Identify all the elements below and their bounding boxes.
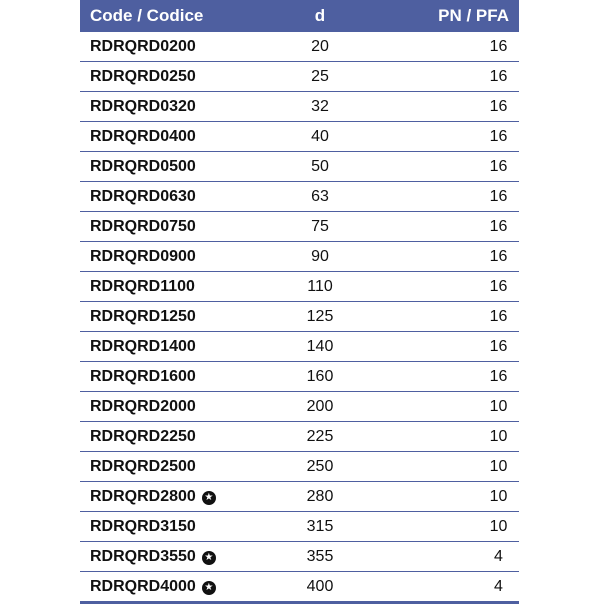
cell-code-text: RDRQRD0250 [90, 67, 196, 85]
table-row [80, 512, 519, 542]
cell-code [80, 578, 280, 596]
cell-d: 160 [306, 367, 334, 385]
table-row [80, 242, 519, 272]
cell-code [80, 308, 280, 326]
cell-code [80, 398, 280, 416]
cell-code-text: RDRQRD4000 [90, 577, 196, 595]
cell-pn: 10 [489, 427, 508, 445]
star-badge-icon: ★ [202, 551, 216, 565]
cell-d: 250 [306, 457, 334, 475]
table-row [80, 302, 519, 332]
cell-d: 32 [311, 97, 329, 115]
cell-d: 125 [306, 307, 334, 325]
header-code: Code / Codice [90, 6, 204, 25]
cell-code-text: RDRQRD2000 [90, 397, 196, 415]
table-row [80, 392, 519, 422]
cell-d: 110 [307, 277, 333, 295]
cell-d: 355 [306, 547, 334, 565]
table-row [80, 422, 519, 452]
cell-code-text: RDRQRD0750 [90, 217, 196, 235]
cell-d: 140 [306, 337, 334, 355]
cell-pn: 16 [489, 187, 508, 205]
table-row [80, 272, 519, 302]
cell-d: 90 [311, 247, 329, 265]
cell-pn: 10 [489, 487, 508, 505]
table-row [80, 32, 519, 62]
table-row [80, 152, 519, 182]
cell-code [80, 158, 280, 176]
cell-pn: 16 [489, 277, 508, 295]
cell-d: 63 [311, 187, 329, 205]
product-table [80, 0, 519, 604]
table-header [80, 0, 519, 32]
table-row [80, 212, 519, 242]
cell-code-text: RDRQRD0500 [90, 157, 196, 175]
star-badge-icon: ★ [202, 491, 216, 505]
cell-code [80, 458, 280, 476]
cell-pn: 16 [489, 217, 508, 235]
table-row [80, 332, 519, 362]
cell-code-text: RDRQRD1100 [90, 277, 195, 295]
cell-code-text: RDRQRD3550 [90, 547, 196, 565]
cell-pn: 16 [489, 67, 508, 85]
cell-code [80, 68, 280, 86]
cell-code-text: RDRQRD0630 [90, 187, 196, 205]
cell-code [80, 188, 280, 206]
cell-code-text: RDRQRD0400 [90, 127, 196, 145]
cell-code [80, 278, 280, 296]
cell-pn: 4 [494, 577, 503, 595]
cell-pn: 10 [489, 457, 508, 475]
cell-code-text: RDRQRD0320 [90, 97, 196, 115]
cell-code-text: RDRQRD1600 [90, 367, 196, 385]
cell-code [80, 218, 280, 236]
cell-pn: 10 [489, 517, 508, 535]
cell-code [80, 248, 280, 266]
cell-d: 20 [311, 37, 329, 55]
cell-pn: 10 [489, 397, 508, 415]
cell-pn: 16 [489, 367, 508, 385]
cell-d: 315 [306, 517, 334, 535]
cell-code [80, 488, 280, 506]
cell-code [80, 518, 280, 536]
cell-code [80, 548, 280, 566]
cell-pn: 16 [489, 97, 508, 115]
table-row [80, 572, 519, 604]
cell-code [80, 128, 280, 146]
cell-code-text: RDRQRD3150 [90, 517, 196, 535]
cell-pn: 16 [489, 37, 508, 55]
table-row [80, 362, 519, 392]
table-row [80, 452, 519, 482]
cell-code [80, 338, 280, 356]
cell-code-text: RDRQRD2500 [90, 457, 196, 475]
cell-pn: 16 [489, 247, 508, 265]
cell-pn: 4 [494, 547, 503, 565]
cell-d: 75 [311, 217, 329, 235]
table-row [80, 92, 519, 122]
table-body [80, 32, 519, 604]
cell-code [80, 428, 280, 446]
cell-d: 50 [311, 157, 329, 175]
cell-d: 400 [306, 577, 334, 595]
cell-code-text: RDRQRD2800 [90, 487, 196, 505]
cell-code-text: RDRQRD2250 [90, 427, 196, 445]
cell-code [80, 368, 280, 386]
cell-d: 200 [306, 397, 334, 415]
cell-pn: 16 [489, 307, 508, 325]
cell-code-text: RDRQRD0900 [90, 247, 196, 265]
cell-pn: 16 [489, 127, 508, 145]
cell-pn: 16 [489, 157, 508, 175]
star-badge-icon: ★ [202, 581, 216, 595]
cell-d: 280 [306, 487, 334, 505]
table-row [80, 542, 519, 572]
cell-code-text: RDRQRD1250 [90, 307, 196, 325]
header-d: d [314, 6, 326, 25]
table-row [80, 62, 519, 92]
header-pn: PN / PFA [438, 6, 509, 25]
cell-code-text: RDRQRD1400 [90, 337, 196, 355]
table-row [80, 482, 519, 512]
cell-code [80, 98, 280, 116]
cell-code [80, 38, 280, 56]
cell-d: 40 [311, 127, 329, 145]
cell-code-text: RDRQRD0200 [90, 37, 196, 55]
table-row [80, 182, 519, 212]
table-row [80, 122, 519, 152]
cell-d: 25 [311, 67, 329, 85]
cell-d: 225 [306, 427, 334, 445]
cell-pn: 16 [489, 337, 508, 355]
